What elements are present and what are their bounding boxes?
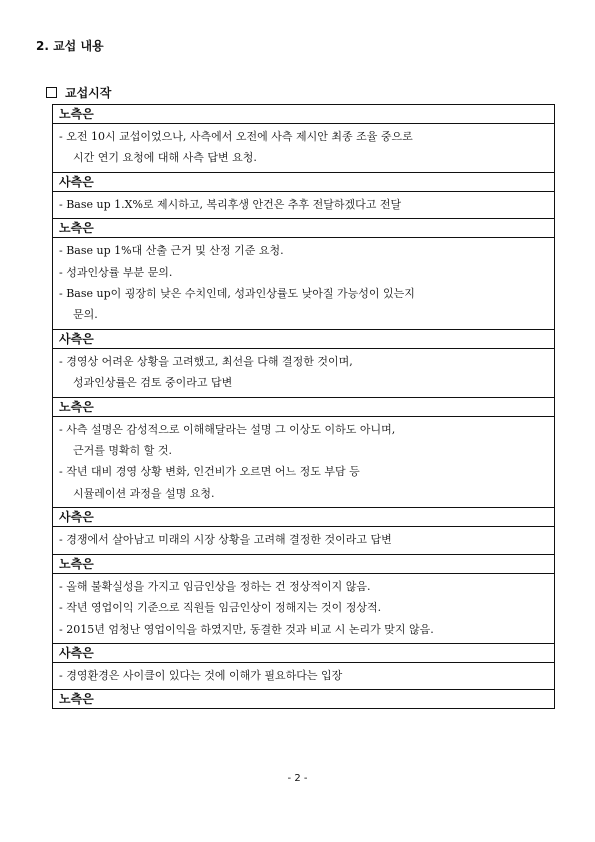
speaker-label: 노측은 <box>53 397 555 416</box>
statement-cell <box>53 573 555 643</box>
statement-line: 시간 연기 요청에 대해 사측 답변 요청. <box>73 151 257 165</box>
statement-line: - Base up 1.X%로 제시하고, 복리후생 안건은 추후 전달하겠다고 전달 <box>59 197 402 211</box>
statement-line: - 경쟁에서 살아남고 미래의 시장 상황을 고려해 결정한 것이라고 답변 <box>59 533 392 547</box>
statement-line: - 경영환경은 사이클이 있다는 것에 이해가 필요하다는 입장 <box>59 668 343 682</box>
speaker-row <box>53 690 555 709</box>
statement-row <box>53 191 555 218</box>
statement-cell <box>53 348 555 397</box>
section-title: 2. 교섭 내용 <box>36 39 104 53</box>
statement-line: 근거를 명확히 할 것. <box>73 444 172 458</box>
statement-line: - 작년 대비 경영 상황 변화, 인건비가 오르면 어느 정도 부담 등 <box>59 465 360 479</box>
speaker-row <box>53 219 555 238</box>
statement-row <box>53 573 555 643</box>
speaker-row <box>53 554 555 573</box>
statement-row <box>53 238 555 330</box>
statement-line: - 오전 10시 교섭이었으나, 사측에서 오전에 사측 제시안 최종 조율 중으로 <box>59 130 413 143</box>
speaker-label: 사측은 <box>53 329 555 348</box>
speaker-label: 노측은 <box>53 219 555 238</box>
statement-cell <box>53 527 555 554</box>
statement-line: - Base up이 굉장히 낮은 수치인데, 성과인상률도 낮아질 가능성이 있는지 <box>59 287 415 301</box>
speaker-label: 노측은 <box>53 105 555 124</box>
statement-row <box>53 348 555 397</box>
negotiation-table <box>52 104 555 709</box>
speaker-label: 사측은 <box>53 643 555 662</box>
speaker-row <box>53 329 555 348</box>
statement-line: - 경영상 어려운 상황을 고려했고, 최선을 다해 결정한 것이며, <box>59 354 353 368</box>
speaker-label: 노측은 <box>53 690 555 709</box>
speaker-label: 노측은 <box>53 554 555 573</box>
subsection-heading <box>46 84 111 101</box>
statement-cell <box>53 238 555 330</box>
statement-line: - Base up 1%대 산출 근거 및 산정 기준 요청. <box>59 244 284 258</box>
speaker-row <box>53 397 555 416</box>
speaker-row <box>53 508 555 527</box>
statement-line: - 2015년 엄청난 영업이익을 하였지만, 동결한 것과 비교 시 논리가 맞지 않음. <box>59 622 434 636</box>
statement-cell <box>53 662 555 689</box>
statement-row <box>53 662 555 689</box>
speaker-row <box>53 643 555 662</box>
speaker-label: 사측은 <box>53 172 555 191</box>
statement-cell <box>53 191 555 218</box>
speaker-row <box>53 105 555 124</box>
statement-line: 문의. <box>73 308 98 322</box>
statement-line: - 성과인상률 부분 문의. <box>59 265 173 279</box>
page-number: - 2 - <box>287 773 308 784</box>
statement-line: 성과인상률은 검토 중이라고 답변 <box>73 376 233 390</box>
statement-line: - 올해 불확실성을 가지고 임금인상을 정하는 건 정상적이지 않음. <box>59 579 371 593</box>
statement-row <box>53 416 555 508</box>
statement-line: - 사측 설명은 감성적으로 이해해달라는 설명 그 이상도 이하도 아니며, <box>59 422 396 436</box>
statement-cell <box>53 124 555 173</box>
subsection-label: 교섭시작 <box>65 86 112 100</box>
statement-row <box>53 124 555 173</box>
statement-row <box>53 527 555 554</box>
statement-cell <box>53 416 555 508</box>
checkbox-icon <box>46 87 57 98</box>
speaker-row <box>53 172 555 191</box>
statement-line: 시뮬레이션 과정을 설명 요청. <box>73 486 215 500</box>
speaker-label: 사측은 <box>53 508 555 527</box>
statement-line: - 작년 영업이익 기준으로 직원들 임금인상이 정해지는 것이 정상적. <box>59 601 382 615</box>
